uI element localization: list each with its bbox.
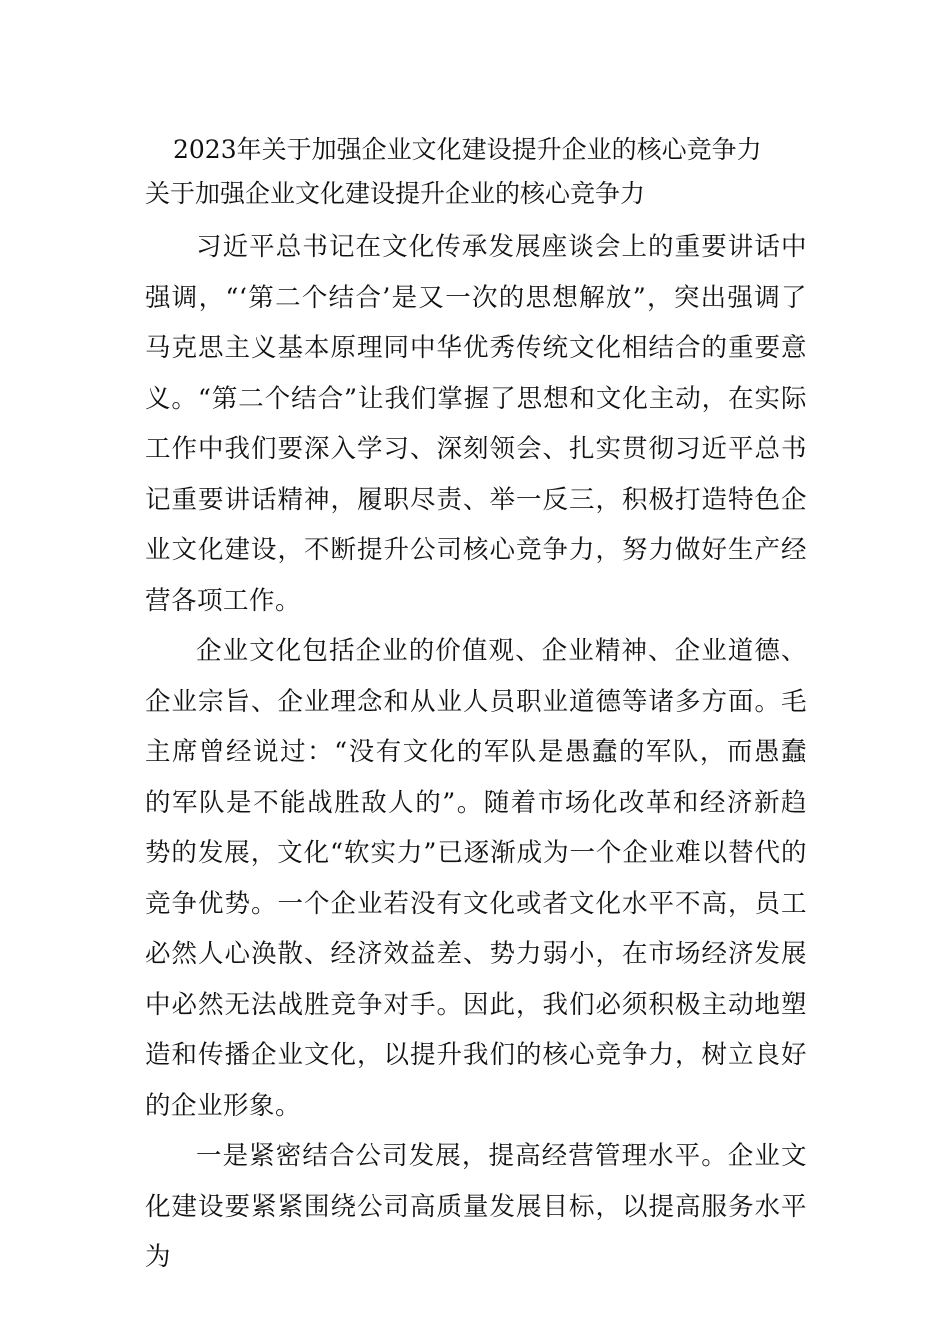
paragraph-3: 一是紧密结合公司发展，提高经营管理水平。企业文化建设要紧紧围绕公司高质量发展目标，以提高服务水平为 xyxy=(145,1141,807,1272)
document-body xyxy=(145,128,807,1283)
paragraph-1: 习近平总书记在文化传承发展座谈会上的重要讲话中强调，“‘第二个结合’是又一次的思想解放”，突出强调了马克思主义基本原理同中华优秀传统文化相结合的重要意义。“第二个结合”让我们掌握了思想和文化主动，在实际工作中我们要深入学习、深刻领会、扎实贯彻习近平总书记重要讲话精神，履职尽责、举一反三，积极打造特色企业文化建设，不断提升公司核心竞争力，努力做好生产经营各项工作。 xyxy=(145,232,807,616)
paragraph-2: 企业文化包括企业的价值观、企业精神、企业道德、企业宗旨、企业理念和从业人员职业道德等诸多方面。毛主席曾经说过：“没有文化的军队是愚蠢的军队，而愚蠢的军队是不能战胜敌人的”。随着市场化改革和经济新趋势的发展，文化“软实力”已逐渐成为一个企业难以替代的竞争优势。一个企业若没有文化或者文化水平不高，员工必然人心涣散、经济效益差、势力弱小，在市场经济发展中必然无法战胜竞争对手。因此，我们必须积极主动地塑造和传播企业文化，以提升我们的核心竞争力，树立良好的企业形象。 xyxy=(145,636,807,1121)
document-title: 2023年关于加强企业文化建设提升企业的核心竞争力 xyxy=(173,135,762,164)
document-subtitle: 关于加强企业文化建设提升企业的核心竞争力 xyxy=(145,179,646,208)
